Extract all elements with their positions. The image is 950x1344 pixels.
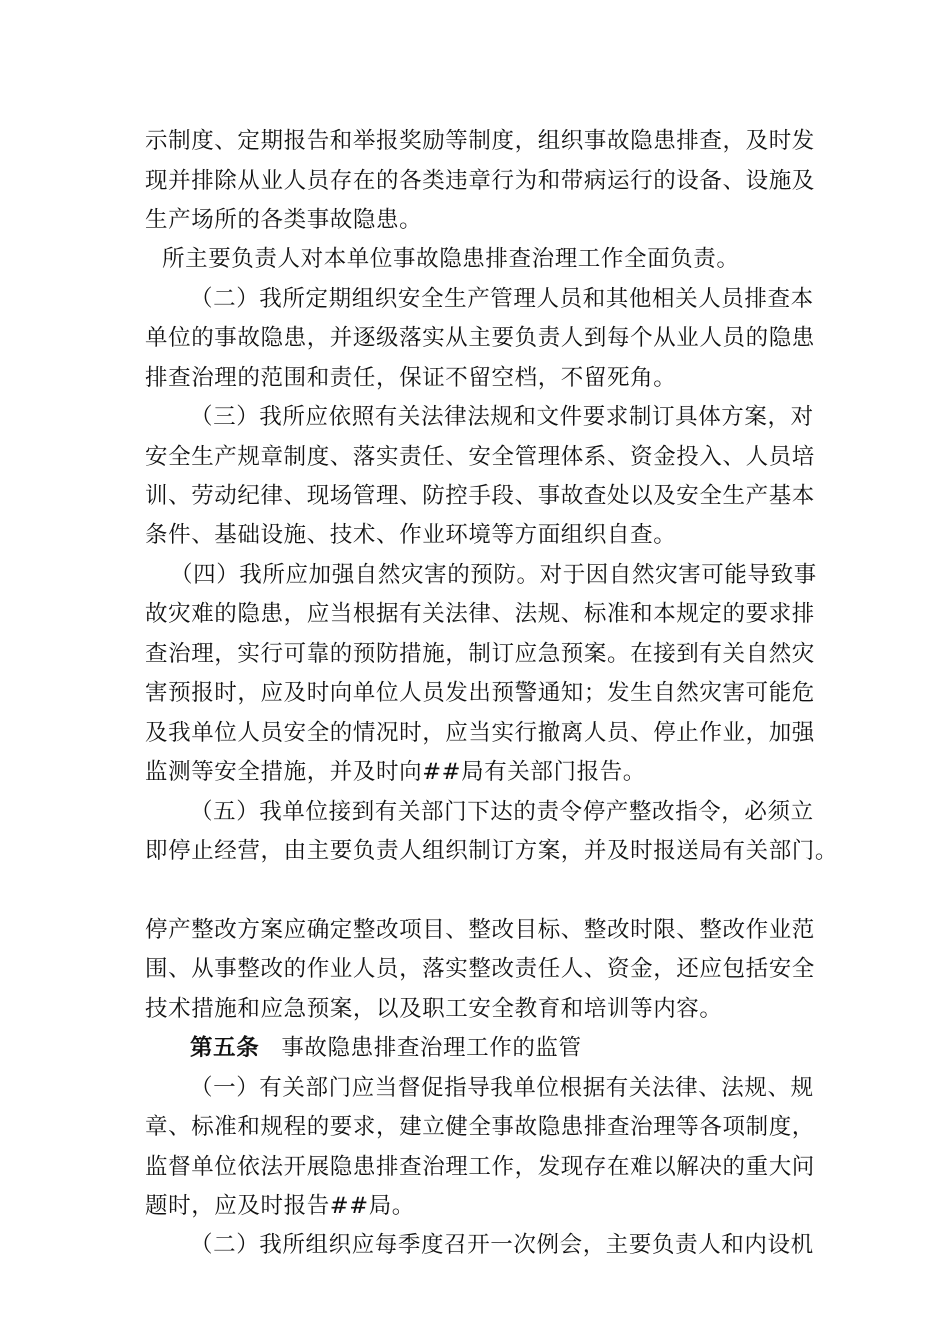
paragraph-line: 害预报时，应及时向单位人员发出预警通知；发生自然灾害可能危 <box>145 680 815 706</box>
paragraph-line: 条件、基础设施、技术、作业环境等方面组织自查。 <box>145 522 677 548</box>
article-number: 第五条 <box>190 1035 260 1061</box>
paragraph-line: （二）我所定期组织安全生产管理人员和其他相关人员排查本 <box>190 286 814 312</box>
paragraph-line: （五）我单位接到有关部门下达的责令停产整改指令，必须立 <box>190 799 814 825</box>
paragraph-line: 监督单位依法开展隐患排查治理工作，发现存在难以解决的重大问 <box>145 1154 815 1180</box>
paragraph-line: 题时，应及时报告##局。 <box>145 1193 415 1219</box>
paragraph-line: 训、劳动纪律、现场管理、防控手段、事故查处以及安全生产基本 <box>145 483 815 509</box>
paragraph-line: 故灾难的隐患，应当根据有关法律、法规、标准和本规定的要求排 <box>145 601 815 627</box>
paragraph-line: （三）我所应依照有关法律法规和文件要求制订具体方案，对 <box>190 404 814 430</box>
paragraph-line: 技术措施和应急预案，以及职工安全教育和培训等内容。 <box>145 996 723 1022</box>
paragraph-line: 章、标准和规程的要求，建立健全事故隐患排查治理等各项制度， <box>145 1114 815 1140</box>
paragraph-line: 单位的事故隐患，并逐级落实从主要负责人到每个从业人员的隐患 <box>145 325 815 351</box>
paragraph-line: （一）有关部门应当督促指导我单位根据有关法律、法规、规 <box>190 1075 814 1101</box>
paragraph-line: 所主要负责人对本单位事故隐患排查治理工作全面负责。 <box>162 246 740 272</box>
paragraph-line: 监测等安全措施，并及时向##局有关部门报告。 <box>145 759 646 785</box>
paragraph-line: 示制度、定期报告和举报奖励等制度，组织事故隐患排查，及时发 <box>145 128 815 154</box>
paragraph-line: （四）我所应加强自然灾害的预防。对于因自然灾害可能导致事 <box>170 562 817 588</box>
article-heading <box>190 1032 582 1064</box>
paragraph-line: 停产整改方案应确定整改项目、整改目标、整改时限、整改作业范 <box>145 917 815 943</box>
paragraph-line: 围、从事整改的作业人员，落实整改责任人、资金，还应包括安全 <box>145 956 815 982</box>
paragraph-line: 生产场所的各类事故隐患。 <box>145 207 423 233</box>
paragraph-line: 查治理，实行可靠的预防措施，制订应急预案。在接到有关自然灾 <box>145 641 815 667</box>
paragraph-line: 即停止经营，由主要负责人组织制订方案，并及时报送局有关部门。 <box>145 838 839 864</box>
paragraph-line: 安全生产规章制度、落实责任、安全管理体系、资金投入、人员培 <box>145 444 815 470</box>
paragraph-line: 现并排除从业人员存在的各类违章行为和带病运行的设备、设施及 <box>145 168 815 194</box>
paragraph-line: 及我单位人员安全的情况时，应当实行撤离人员、停止作业，加强 <box>145 720 815 746</box>
paragraph-line: （二）我所组织应每季度召开一次例会，主要负责人和内设机 <box>190 1232 814 1258</box>
paragraph-line: 排查治理的范围和责任，保证不留空档，不留死角。 <box>145 365 677 391</box>
article-title: 事故隐患排查治理工作的监管 <box>281 1035 582 1061</box>
